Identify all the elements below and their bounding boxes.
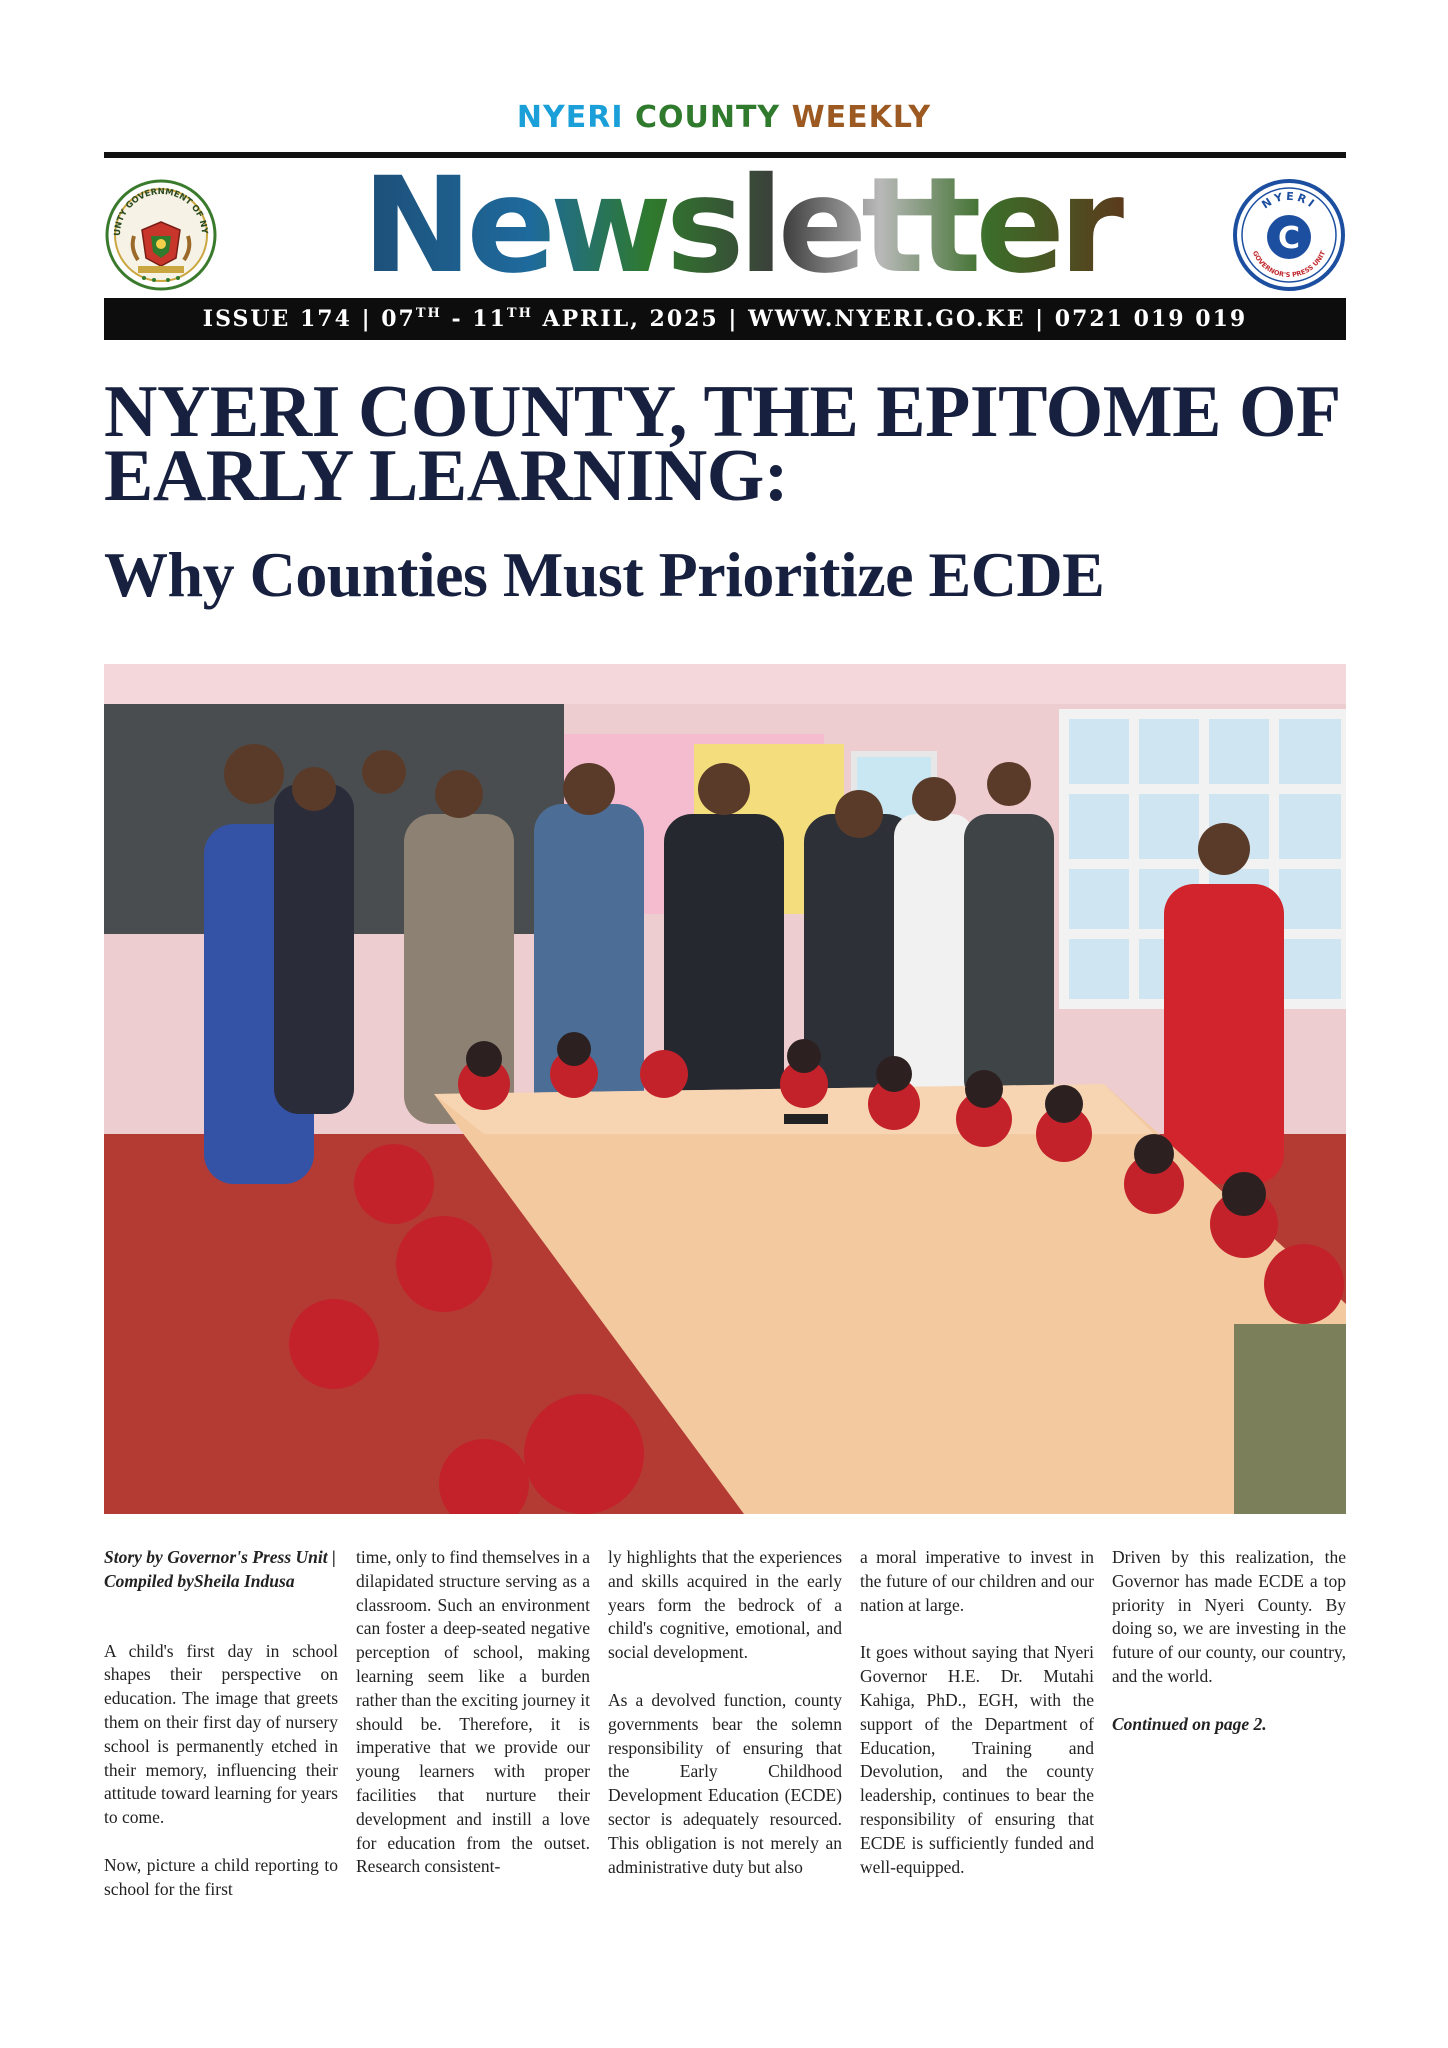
masthead-top-rule: [104, 152, 1346, 158]
logo-right-subtext: GOVERNOR'S PRESS UNIT: [1250, 249, 1328, 280]
story-byline: Story by Governor's Press Unit | Compiled bySheila Indusa: [104, 1547, 336, 1591]
masthead-kicker: [0, 100, 1448, 135]
governors-press-unit-logo: [1232, 178, 1346, 292]
issue-separator: |: [1025, 306, 1055, 332]
article-column-4: [860, 1546, 1094, 1986]
continued-on-page-link[interactable]: Continued on page 2.: [1112, 1713, 1267, 1734]
phone-number: 0721 019 019: [1054, 306, 1248, 332]
logo-right-text: NYERI: [1259, 189, 1319, 212]
issue-separator: |: [718, 306, 749, 332]
newsletter-title: [310, 165, 1170, 290]
article-column-1: [104, 1546, 338, 1986]
newsletter-title-text: Newsletter: [361, 165, 1119, 290]
issue-info-bar: [104, 298, 1346, 340]
kicker-word-weekly: WEEKLY: [791, 100, 932, 135]
article-body: [104, 1546, 1346, 1986]
issue-separator: |: [351, 306, 382, 332]
article-column-5: [1112, 1546, 1346, 1986]
article-paragraph: Now, picture a child reporting to school for the first: [104, 1854, 338, 1899]
article-paragraph: It goes without saying that Nyeri Governor H.E. Dr. Mutahi Kahiga, PhD., EGH, with the support of the Department of Education, Training and Devolution, and the county leadership, continues to bear the responsibility of ensuring that ECDE is sufficiently funded and well-equipped.: [860, 1642, 1094, 1877]
issue-number: ISSUE 174: [202, 306, 352, 332]
kicker-word-nyeri: NYERI: [516, 100, 624, 135]
main-headline: [104, 371, 1354, 517]
article-paragraph: a moral imperative to invest in the future of our children and our nation at large.: [860, 1547, 1094, 1615]
article-paragraph: time, only to find themselves in a dilapidated structure serving as a classroom. Such an environment can foster a deep-seated negative perception of school, making learning seem like a burden rather than the exciting journey it should be. Therefore, it is imperative that we provide our young learners with proper facilities that nurture their development and instill a love for education from the outset. Research consistent-: [356, 1547, 590, 1877]
logo-right-letter: C: [1277, 221, 1301, 256]
logo-left-text: UNTY GOVERNMENT OF NY: [112, 186, 210, 237]
headline-line-2: EARLY LEARNING:: [104, 435, 788, 517]
headline-line-1: NYERI COUNTY, THE EPITOME OF: [104, 371, 1341, 453]
issue-date: 07TH - 11TH APRIL, 2025: [381, 306, 719, 332]
article-paragraph: Driven by this realization, the Governor has made ECDE a top priority in Nyeri County. By doing so, we are investing in the future of our county, our country, and the world.: [1112, 1547, 1346, 1686]
website-link[interactable]: WWW.NYERI.GO.KE: [748, 306, 1026, 332]
article-column-2: [356, 1546, 590, 1986]
article-paragraph: A child's first day in school shapes their perspective on education. The image that greets them on their first day of nursery school is permanently etched in their memory, influencing their attitude toward learning for years to come.: [104, 1640, 338, 1828]
sub-headline: Why Counties Must Prioritize ECDE: [104, 539, 1105, 610]
article-paragraph: ly highlights that the experiences and skills acquired in the early years form the bedrock of a child's cognitive, emotional, and social development.: [608, 1547, 842, 1663]
feature-photo: [104, 664, 1346, 1514]
kicker-word-county: COUNTY: [634, 100, 781, 135]
article-column-3: [608, 1546, 842, 1986]
county-coat-of-arms-logo: [104, 178, 218, 292]
article-paragraph: As a devolved function, county governments bear the solemn responsibility of ensuring that the Early Childhood Development Education (ECDE) sector is adequately resourced. This obligation is not merely an administrative duty but also: [608, 1689, 842, 1877]
